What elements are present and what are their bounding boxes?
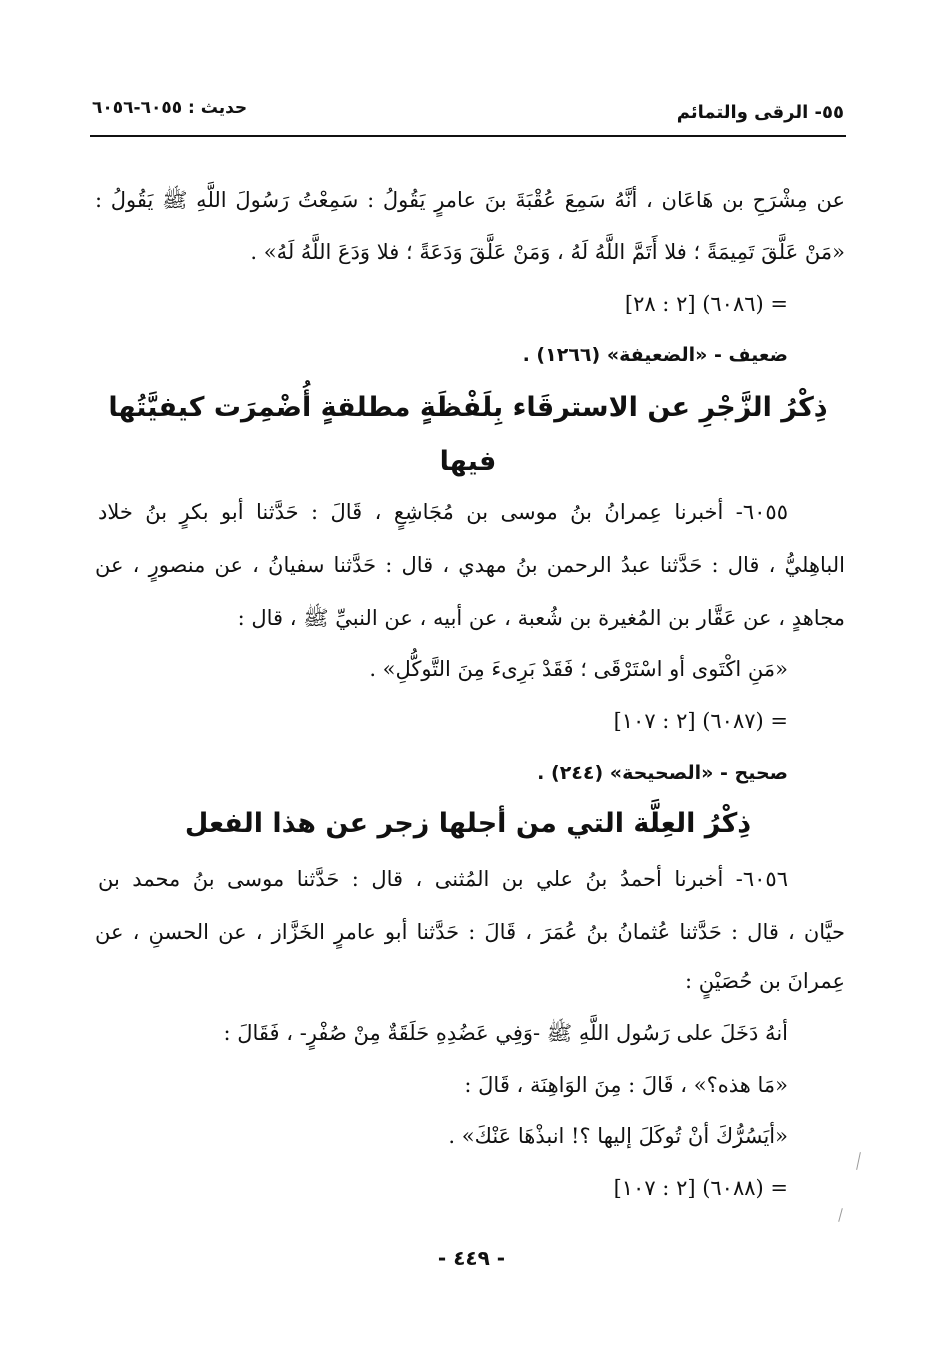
text-line: عن مِشْرَحِ بن هَاعَان ، أنَّهُ سَمِعَ عُقْبَةَ بنَ عامرٍ يَقُولُ : سَمِعْتُ رَسُولَ اللَّهِ ﷺ يَقُولُ : xyxy=(95,188,845,212)
chapter-title: ٥٥- الرقى والتمائم xyxy=(676,102,844,123)
text-line: حيَّان ، قال : حَدَّثنا عُثمانُ بنُ عُمَرَ ، قَالَ : حَدَّثنا أبو عامرٍ الخَزَّاز ، عن الحسنِ ، عن xyxy=(95,920,845,944)
text-line: عِمرانَ بن حُصَيْنٍ : xyxy=(685,969,845,993)
page-number: - ٤٤٩ - xyxy=(437,1246,506,1270)
text-line: أنهُ دَخَلَ على رَسُول اللَّهِ ﷺ -وَفِي عَضُدِهِ حَلَقَةٌ مِنْ صُفْرٍ- ، فَقَالَ : xyxy=(223,1021,788,1045)
text-line: = (٦٠٨٨) [٢ : ١٠٧] xyxy=(613,1176,788,1200)
scan-mark xyxy=(856,1152,861,1170)
text-line: ٦٠٥٥- أخبرنا عِمرانُ بنُ موسى بن مُجَاشِعٍ ، قَالَ : حَدَّثنا أبو بكرٍ بنُ خلاد xyxy=(98,500,788,524)
text-line: «مَنْ عَلَّقَ تَمِيمَةً ؛ فلا أَتَمَّ اللَّهُ لَهُ ، وَمَنْ عَلَّقَ وَدَعَةً ؛ فلا وَدَعَ اللَّهُ لَهُ» . xyxy=(250,240,845,264)
text-line: مجاهدٍ ، عن عَقَّار بن المُغيرة بن شُعبة ، عن أبيه ، عن النبيِّ ﷺ ، قال : xyxy=(237,606,845,630)
header-rule xyxy=(90,135,846,137)
section-heading: ذِكْرُ العِلَّة التي من أجلها زجر عن هذا الفعل xyxy=(184,808,752,839)
hadith-range: حديث : ٦٠٥٥-٦٠٥٦ xyxy=(92,98,248,118)
text-line: = (٦٠٨٧) [٢ : ١٠٧] xyxy=(613,709,788,733)
text-line: الباهِليُّ ، قال : حَدَّثنا عبدُ الرحمن بنُ مهدي ، قال : حَدَّثنا سفيانُ ، عن منصورٍ ، عن xyxy=(95,553,845,577)
text-line: «أيَسُرُّكَ أنْ تُوكَلَ إليها ؟! انبذْهَا عَنْكَ» . xyxy=(448,1124,788,1148)
text-line: «مَا هذه؟» ، قَالَ : مِنَ الوَاهِنَة ، قَالَ : xyxy=(464,1073,788,1097)
grade-line: صحيح - «الصحيحة» (٢٤٤) . xyxy=(537,762,788,784)
section-heading: فيها xyxy=(439,446,497,477)
text-line: = (٦٠٨٦) [٢ : ٢٨] xyxy=(624,292,788,316)
page-header xyxy=(92,96,844,130)
scan-mark xyxy=(838,1208,843,1222)
text-line: ٦٠٥٦- أخبرنا أحمدُ بنُ علي بن المُثنى ، قال : حَدَّثنا موسى بنُ محمد بن xyxy=(98,867,788,891)
section-heading: ذِكْرُ الزَّجْرِ عن الاسترقَاء بِلَفْظَةٍ مطلقةٍ أُضْمِرَت كيفيَّتُها xyxy=(108,392,828,423)
grade-line: ضعيف - «الضعيفة» (١٢٦٦) . xyxy=(522,344,788,366)
text-line: «مَنِ اكْتَوى أو اسْتَرْقَى ؛ فَقَدْ بَرِىءَ مِنَ التَّوكُّلِ» . xyxy=(369,657,788,681)
